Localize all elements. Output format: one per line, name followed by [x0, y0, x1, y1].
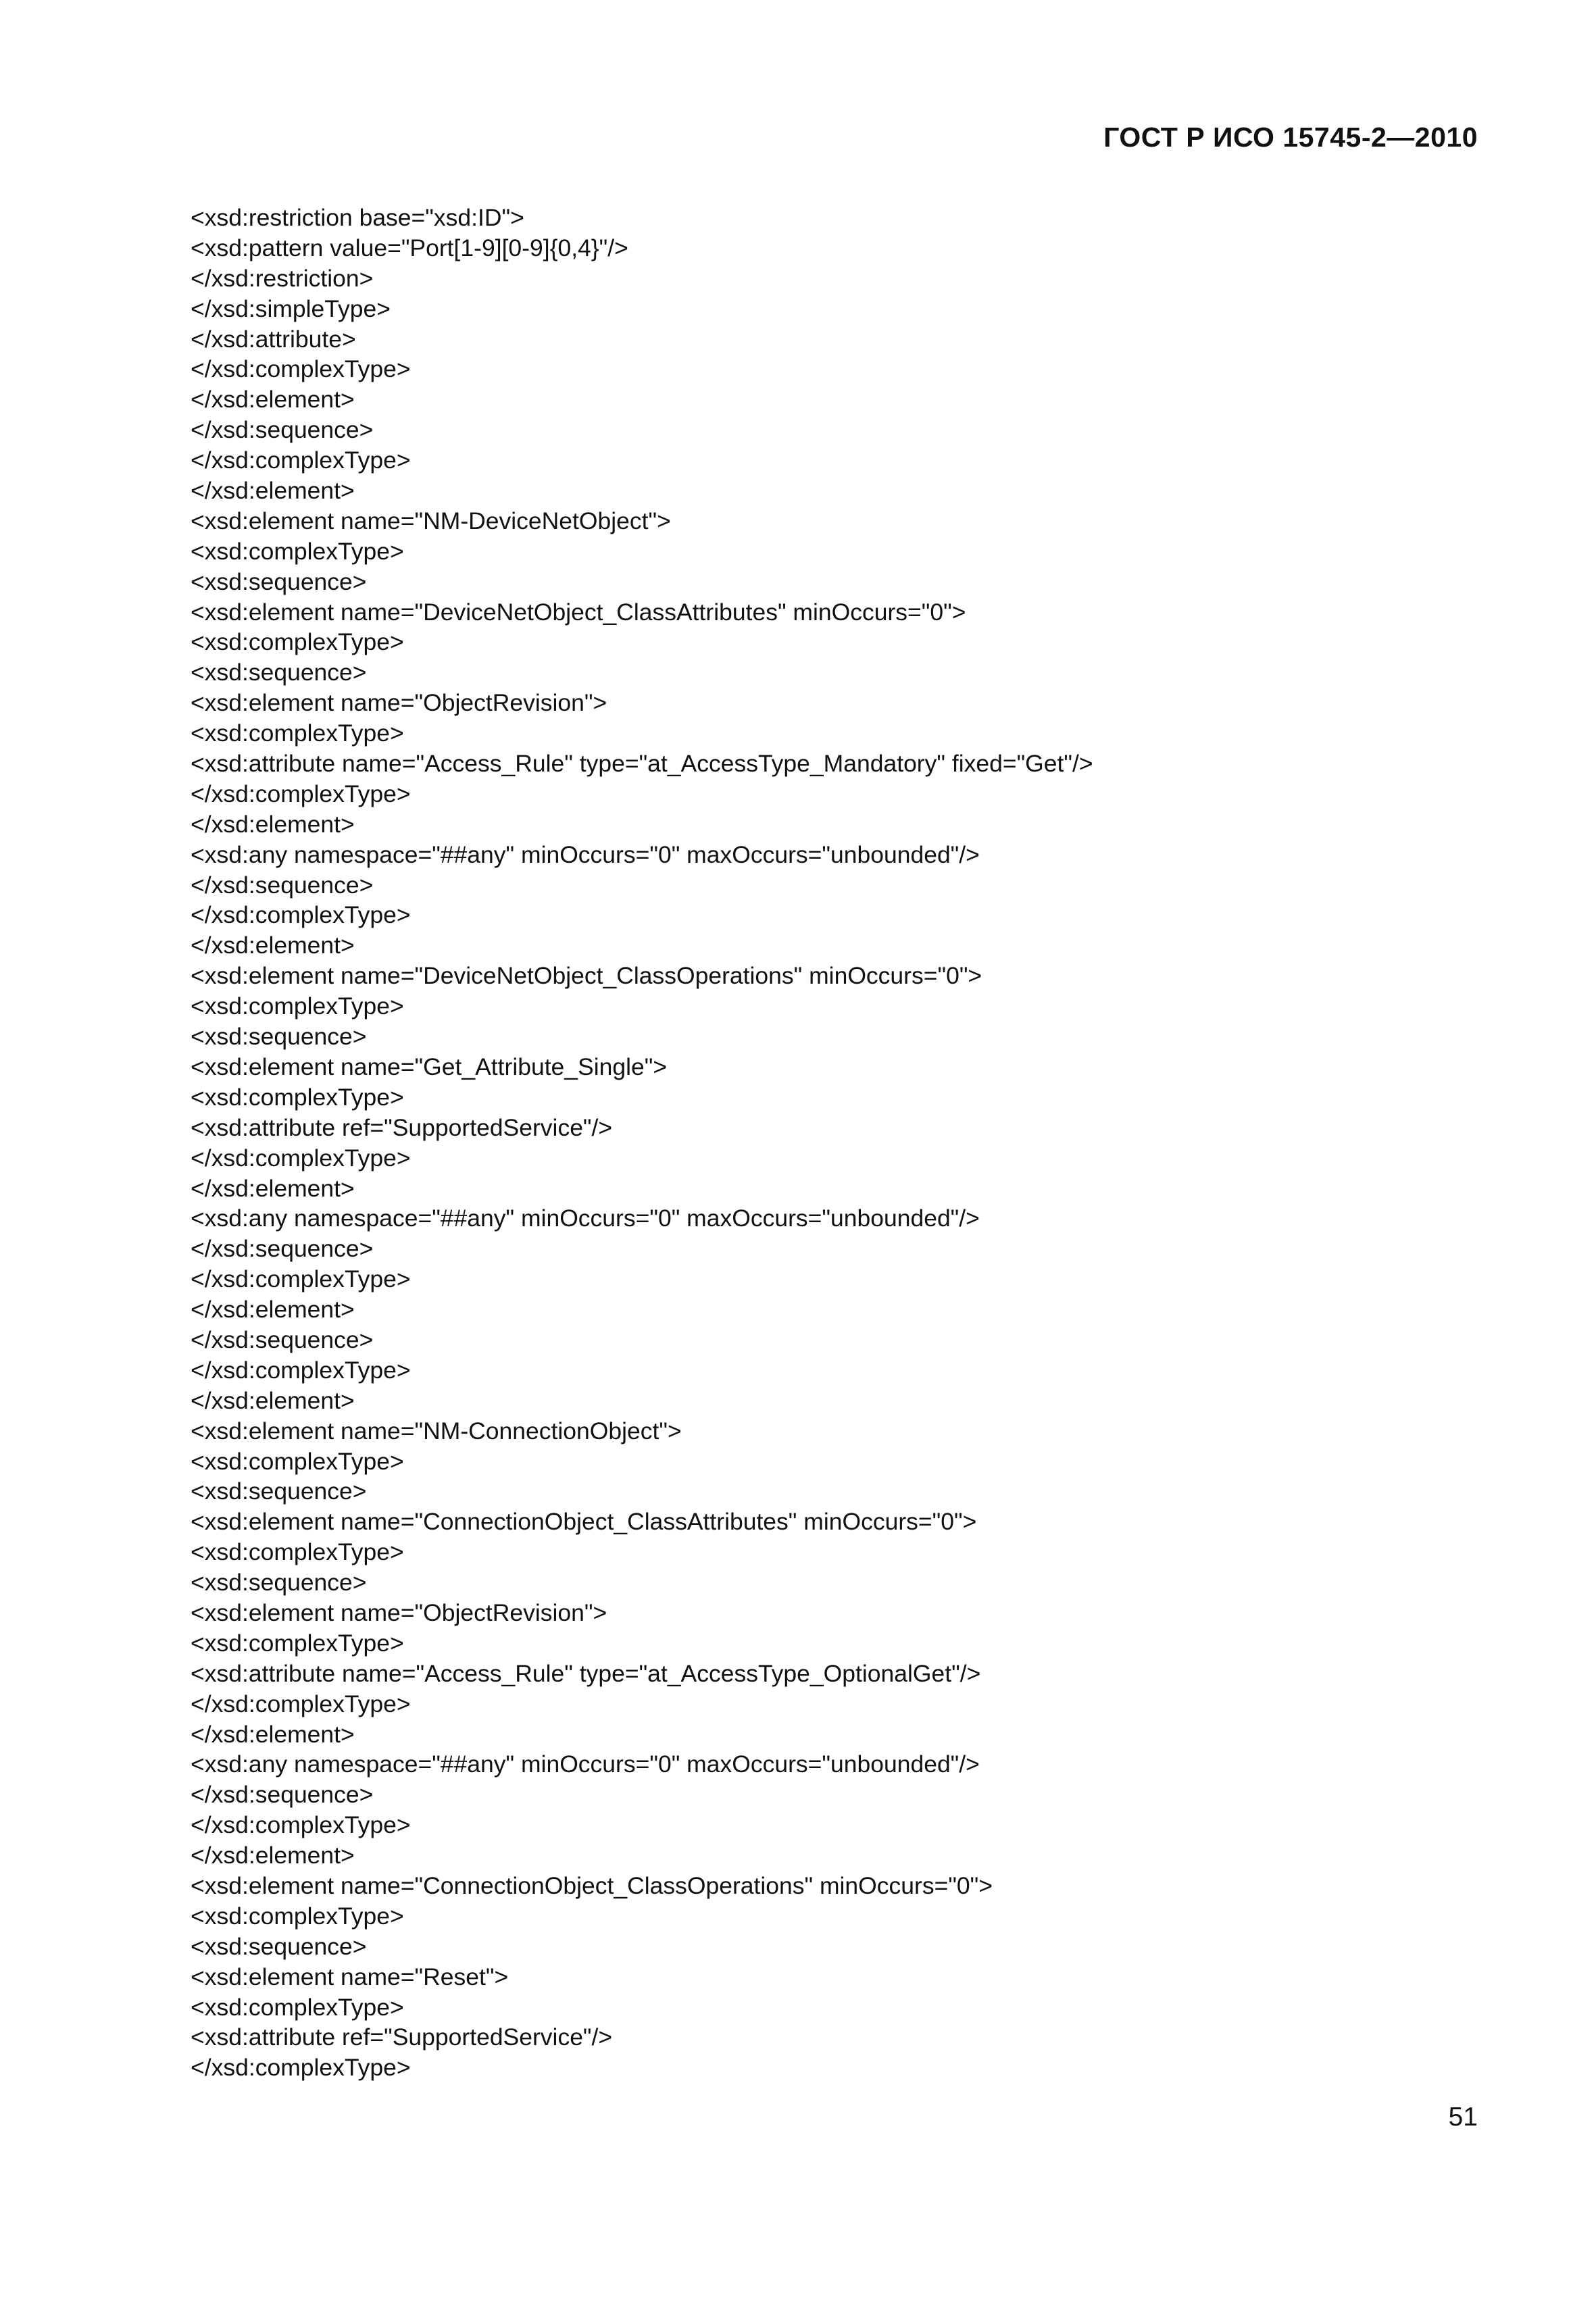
code-line: </xsd:complexType> [191, 2054, 411, 2082]
code-line: <xsd:sequence> [191, 1023, 367, 1051]
code-line: </xsd:complexType> [191, 447, 411, 474]
code-line: <xsd:element name="ConnectionObject_ClassAttributes" minOccurs="0"> [191, 1508, 977, 1536]
code-line: <xsd:element name="DeviceNetObject_ClassOperations" minOccurs="0"> [191, 962, 982, 990]
code-line: </xsd:sequence> [191, 871, 374, 899]
code-line: <xsd:element name="Reset"> [191, 1963, 509, 1990]
code-line: <xsd:complexType> [191, 1083, 404, 1111]
code-line: </xsd:complexType> [191, 1265, 411, 1293]
code-line: </xsd:attribute> [191, 325, 356, 353]
code-line: <xsd:any namespace="##any" minOccurs="0" maxOccurs="unbounded"/> [191, 1205, 980, 1232]
code-line: <xsd:element name="Get_Attribute_Single"> [191, 1053, 668, 1080]
code-line: <xsd:any namespace="##any" minOccurs="0" maxOccurs="unbounded"/> [191, 840, 980, 868]
code-line: <xsd:pattern value="Port[1-9][0-9]{0,4}"/> [191, 234, 628, 261]
code-line: <xsd:element name="NM-ConnectionObject"> [191, 1417, 682, 1444]
code-line: <xsd:complexType> [191, 1629, 404, 1657]
code-line: <xsd:attribute name="Access_Rule" type="at_AccessType_OptionalGet"/> [191, 1659, 981, 1687]
code-line: </xsd:complexType> [191, 355, 411, 383]
page-number: 51 [1448, 2103, 1478, 2132]
code-line: </xsd:complexType> [191, 1690, 411, 1717]
code-line: </xsd:element> [191, 386, 355, 413]
code-line: <xsd:sequence> [191, 568, 367, 595]
code-line: </xsd:element> [191, 932, 355, 959]
code-line: </xsd:complexType> [191, 901, 411, 929]
code-line: </xsd:complexType> [191, 1356, 411, 1384]
code-line: <xsd:any namespace="##any" minOccurs="0" maxOccurs="unbounded"/> [191, 1751, 980, 1778]
code-line: <xsd:element name="DeviceNetObject_ClassAttributes" minOccurs="0"> [191, 598, 966, 626]
code-line: <xsd:element name="ConnectionObject_ClassOperations" minOccurs="0"> [191, 1871, 993, 1899]
code-line: <xsd:attribute ref="SupportedService"/> [191, 2023, 613, 2051]
code-line: <xsd:complexType> [191, 628, 404, 656]
code-line: </xsd:sequence> [191, 416, 374, 444]
code-line: <xsd:complexType> [191, 1538, 404, 1566]
code-line: <xsd:complexType> [191, 1447, 404, 1475]
code-line: </xsd:element> [191, 1174, 355, 1202]
code-line: <xsd:complexType> [191, 720, 404, 747]
code-line: </xsd:simpleType> [191, 295, 391, 322]
code-line: </xsd:sequence> [191, 1235, 374, 1263]
code-line: </xsd:sequence> [191, 1781, 374, 1809]
code-line: </xsd:element> [191, 810, 355, 838]
code-line: </xsd:element> [191, 1386, 355, 1414]
code-line: </xsd:element> [191, 1296, 355, 1324]
code-line: <xsd:complexType> [191, 992, 404, 1020]
code-line: </xsd:complexType> [191, 1811, 411, 1839]
code-line: </xsd:element> [191, 1842, 355, 1869]
document-header-standard-id: ГОСТ Р ИСО 15745-2—2010 [1103, 122, 1478, 153]
code-line: </xsd:sequence> [191, 1326, 374, 1353]
code-line: <xsd:attribute name="Access_Rule" type="at_AccessType_Mandatory" fixed="Get"/> [191, 750, 1093, 778]
code-line: <xsd:sequence> [191, 1478, 367, 1505]
code-line: <xsd:sequence> [191, 1569, 367, 1596]
code-line: <xsd:complexType> [191, 1993, 404, 2021]
code-line: <xsd:element name="NM-DeviceNetObject"> [191, 507, 671, 534]
code-line: <xsd:element name="ObjectRevision"> [191, 689, 607, 717]
code-line: <xsd:complexType> [191, 537, 404, 565]
code-line: <xsd:sequence> [191, 659, 367, 686]
code-line: <xsd:sequence> [191, 1932, 367, 1960]
code-line: <xsd:element name="ObjectRevision"> [191, 1599, 607, 1626]
code-line: </xsd:element> [191, 1720, 355, 1748]
code-line: <xsd:restriction base="xsd:ID"> [191, 204, 524, 231]
xsd-code-listing [191, 203, 1474, 2083]
code-line: </xsd:complexType> [191, 1144, 411, 1172]
code-line: </xsd:complexType> [191, 780, 411, 807]
code-line: <xsd:complexType> [191, 1902, 404, 1930]
code-line: <xsd:attribute ref="SupportedService"/> [191, 1113, 613, 1141]
code-line: </xsd:element> [191, 477, 355, 505]
code-line: </xsd:restriction> [191, 264, 374, 292]
